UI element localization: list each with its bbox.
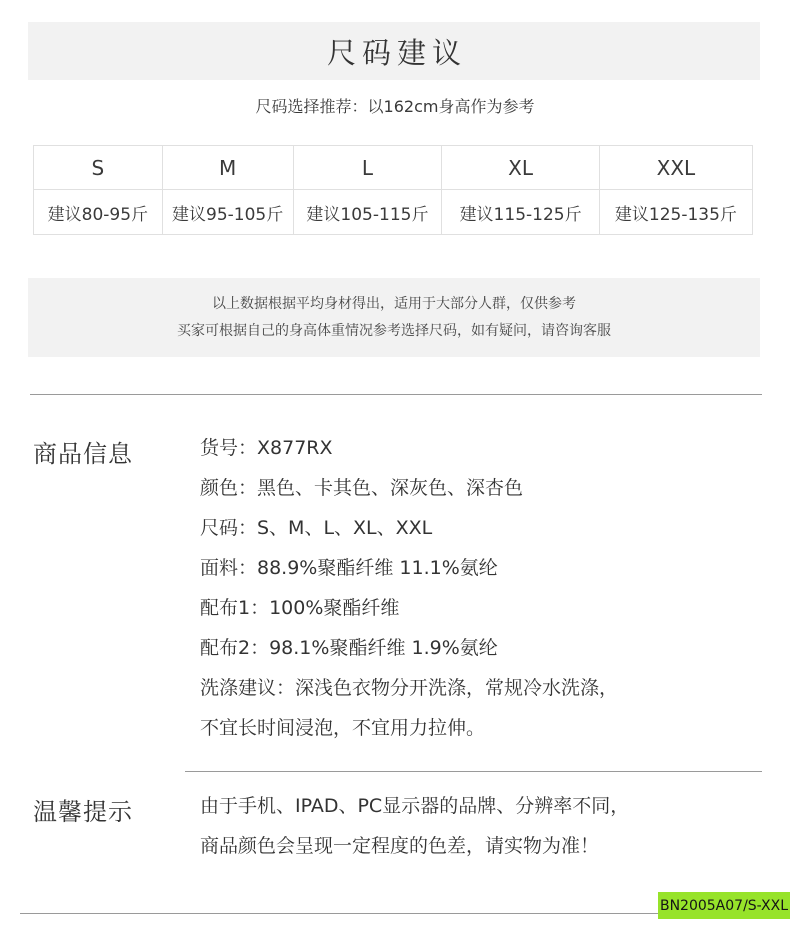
size-header-l: L bbox=[293, 146, 442, 190]
product-info-section bbox=[33, 428, 790, 748]
tip-divider bbox=[185, 771, 762, 772]
size-guide-subtitle: 尺码选择推荐：以162cm身高作为参考 bbox=[255, 97, 535, 116]
size-guide-banner bbox=[28, 22, 760, 80]
size-weight-l: 建议105-115斤 bbox=[293, 190, 442, 235]
size-weight-s: 建议80-95斤 bbox=[34, 190, 163, 235]
size-table-header-row bbox=[34, 146, 753, 190]
warm-tip-section bbox=[33, 786, 790, 866]
size-guide-title: 尺码建议 bbox=[326, 35, 467, 70]
product-info-lining-2: 配布2：98.1%聚酯纤维 1.9%氨纶 bbox=[200, 637, 498, 659]
size-note-line-1: 以上数据根据平均身材得出，适用于大部分人群，仅供参考 bbox=[212, 296, 576, 312]
size-header-xxl: XXL bbox=[599, 146, 752, 190]
size-weight-m: 建议95-105斤 bbox=[162, 190, 293, 235]
size-note-line-2: 买家可根据自己的身高体重情况参考选择尺码，如有疑问，请咨询客服 bbox=[177, 323, 611, 339]
section-divider bbox=[30, 394, 762, 395]
product-info-wash-2: 不宜长时间浸泡，不宜用力拉伸。 bbox=[200, 717, 486, 739]
bottom-divider bbox=[20, 913, 658, 914]
product-info-wash-1: 洗涤建议：深浅色衣物分开洗涤，常规冷水洗涤， bbox=[200, 677, 619, 699]
size-table-data-row bbox=[34, 190, 753, 235]
size-header-xl: XL bbox=[442, 146, 599, 190]
warm-tip-line-1: 由于手机、IPAD、PC显示器的品牌、分辨率不同， bbox=[200, 795, 630, 817]
size-header-m: M bbox=[162, 146, 293, 190]
product-info-lining-1: 配布1：100%聚酯纤维 bbox=[200, 597, 400, 619]
warm-tip-line-2: 商品颜色会呈现一定程度的色差，请实物为准！ bbox=[200, 835, 600, 857]
size-table bbox=[33, 145, 753, 235]
product-info-sizes: 尺码：S、M、L、XL、XXL bbox=[200, 517, 433, 539]
size-header-s: S bbox=[34, 146, 163, 190]
product-info-heading: 商品信息 bbox=[33, 440, 133, 468]
warm-tip-lines bbox=[200, 786, 629, 866]
size-weight-xxl: 建议125-135斤 bbox=[599, 190, 752, 235]
warm-tip-heading: 温馨提示 bbox=[33, 798, 133, 826]
size-note-box bbox=[28, 278, 760, 357]
style-number-badge: BN2005A07/S-XXL bbox=[658, 892, 790, 919]
product-info-fabric: 面料：88.9%聚酯纤维 11.1%氨纶 bbox=[200, 557, 498, 579]
size-weight-xl: 建议115-125斤 bbox=[442, 190, 599, 235]
product-info-colors: 颜色：黑色、卡其色、深灰色、深杏色 bbox=[200, 477, 524, 499]
product-info-lines bbox=[200, 428, 618, 748]
product-info-item-number: 货号：X877RX bbox=[200, 437, 333, 459]
